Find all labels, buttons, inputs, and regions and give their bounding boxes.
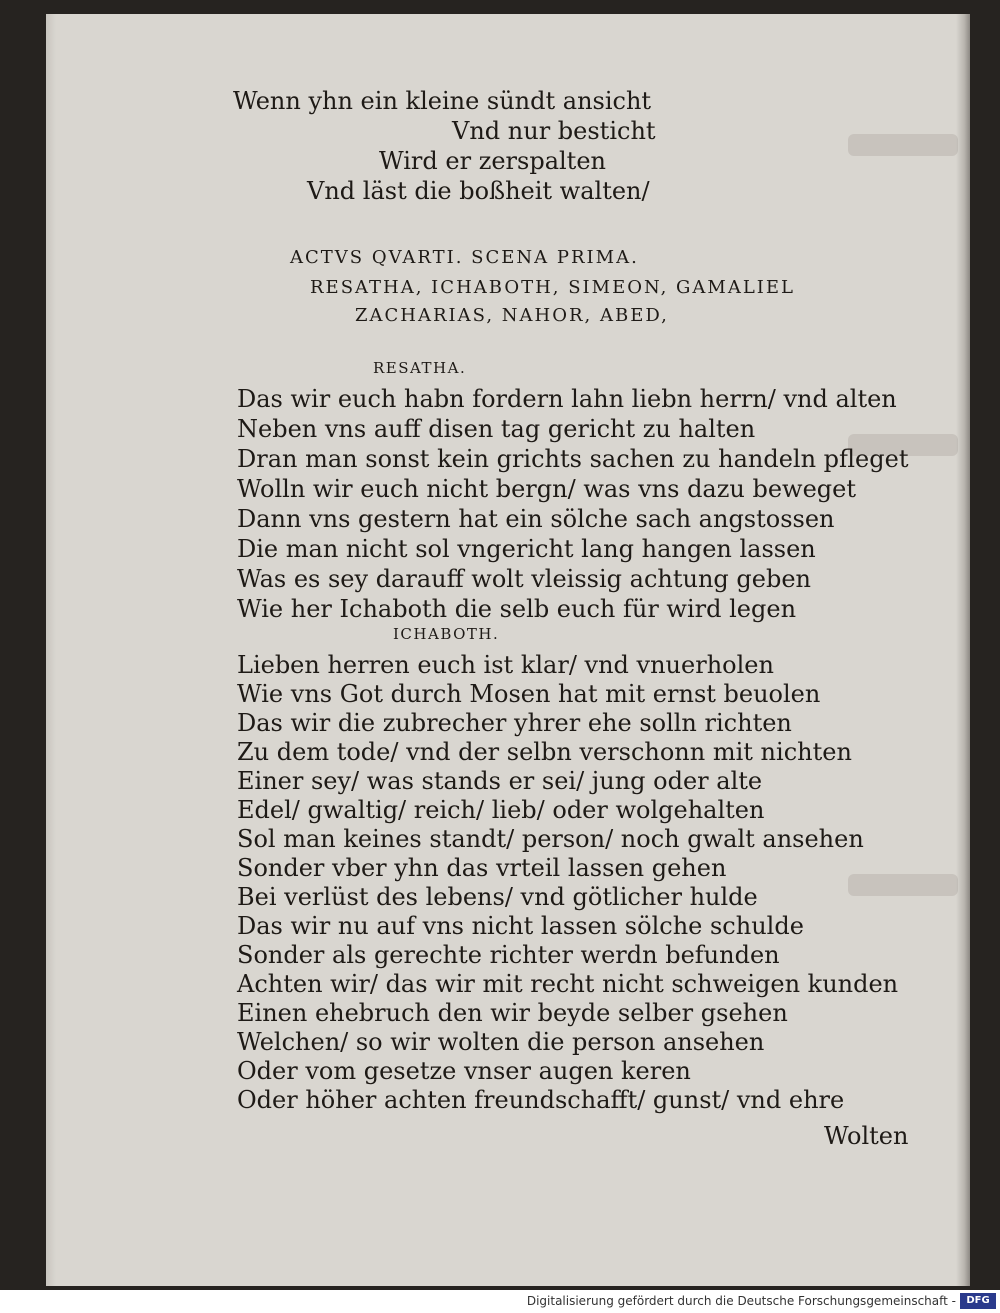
speech-line: Sonder als gerechte richter werdn befunden	[237, 941, 780, 969]
speech-line: Was es sey darauff wolt vleissig achtung geben	[237, 565, 811, 593]
speaker-name: ICHABOTH.	[393, 625, 500, 643]
verse-line: Vnd nur besticht	[452, 117, 656, 145]
speech-line: Zu dem tode/ vnd der selbn verschonn mit nichten	[237, 738, 852, 766]
speech-line: Sonder vber yhn das vrteil lassen gehen	[237, 854, 727, 882]
speech-line: Das wir euch habn fordern lahn liebn herrn/ vnd alten	[237, 385, 897, 413]
book-page	[46, 14, 970, 1286]
page-edge	[46, 14, 56, 1286]
speech-line: Sol man keines standt/ person/ noch gwalt ansehen	[237, 825, 864, 853]
speech-line: Wolln wir euch nicht bergn/ was vns dazu beweget	[237, 475, 856, 503]
speech-line: Oder vom gesetze vnser augen keren	[237, 1057, 691, 1085]
verse-line: Wenn yhn ein kleine sündt ansicht	[233, 87, 652, 115]
speech-line: Welchen/ so wir wolten die person ansehen	[237, 1028, 765, 1056]
scene-heading: ACTVS QVARTI. SCENA PRIMA.	[290, 247, 639, 268]
speech-line: Das wir nu auf vns nicht lassen sölche schulde	[237, 912, 804, 940]
page-spine-shadow	[956, 14, 970, 1286]
speech-line: Einer sey/ was stands er sei/ jung oder alte	[237, 767, 763, 795]
speech-line: Das wir die zubrecher yhrer ehe solln richten	[237, 709, 792, 737]
speech-line: Oder höher achten freundschafft/ gunst/ vnd ehre	[237, 1086, 845, 1114]
funding-credit: Digitalisierung gefördert durch die Deutsche Forschungsgemeinschaft -	[526, 1294, 956, 1308]
speech-line: Bei verlüst des lebens/ vnd götlicher hulde	[237, 883, 758, 911]
speech-line: Wie vns Got durch Mosen hat mit ernst beuolen	[237, 680, 821, 708]
dfg-logo: DFG	[960, 1293, 996, 1309]
verse-line: Wird er zerspalten	[379, 147, 606, 175]
speech-line: Edel/ gwaltig/ reich/ lieb/ oder wolgehalten	[237, 796, 765, 824]
speech-line: Neben vns auff disen tag gericht zu halten	[237, 415, 756, 443]
show-through-mark	[848, 134, 958, 156]
verse-line: Vnd läst die boßheit walten/	[307, 177, 650, 205]
speech-line: Einen ehebruch den wir beyde selber gsehen	[237, 999, 788, 1027]
speech-line: Dann vns gestern hat ein sölche sach angstossen	[237, 505, 835, 533]
cast-list: RESATHA, ICHABOTH, SIMEON, GAMALIEL	[310, 277, 796, 298]
cast-list: ZACHARIAS, NAHOR, ABED,	[355, 305, 669, 326]
speech-line: Achten wir/ das wir mit recht nicht schweigen kunden	[237, 970, 899, 998]
footer-bar	[0, 1290, 1000, 1313]
speech-line: Die man nicht sol vngericht lang hangen lassen	[237, 535, 816, 563]
catchword: Wolten	[824, 1122, 909, 1150]
show-through-mark	[848, 874, 958, 896]
speech-line: Wie her Ichaboth die selb euch für wird legen	[237, 595, 797, 623]
speaker-name: RESATHA.	[373, 359, 467, 377]
speech-line: Lieben herren euch ist klar/ vnd vnuerholen	[237, 651, 774, 679]
speech-line: Dran man sonst kein grichts sachen zu handeln pfleget	[237, 445, 909, 473]
